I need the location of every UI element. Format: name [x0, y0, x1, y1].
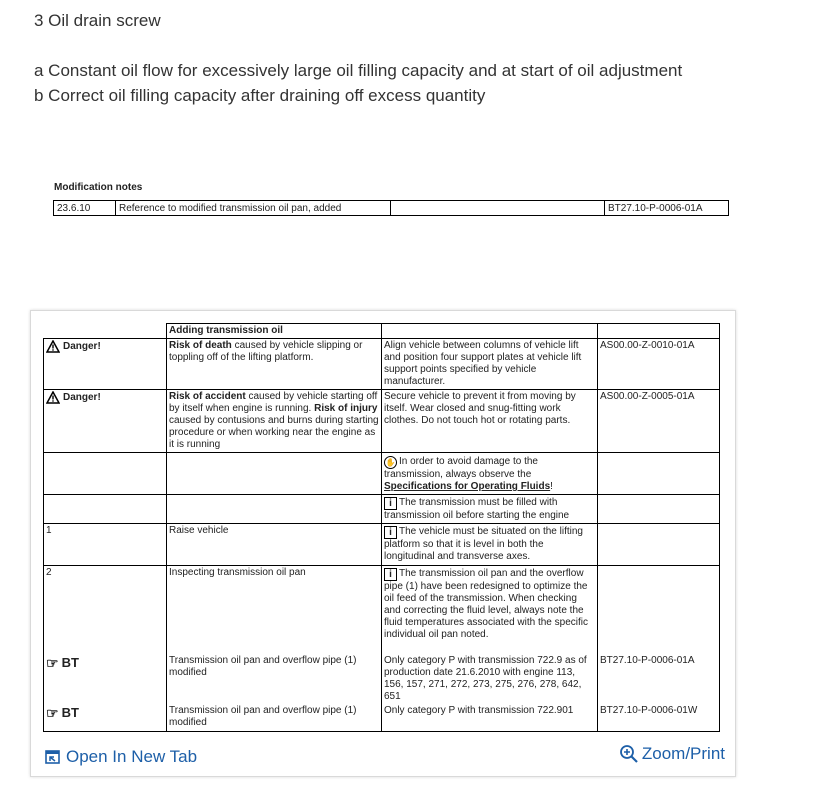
step-number: 2 [44, 566, 167, 654]
open-tab-icon [45, 750, 60, 764]
pointing-hand-icon: ☞ [46, 704, 59, 721]
table-row [54, 201, 729, 216]
document-frame [30, 310, 736, 777]
danger-label: Danger! [46, 391, 164, 404]
bt-link[interactable]: ☞ BT [46, 704, 79, 721]
danger1-ref: AS00.00-Z-0010-01A [598, 339, 720, 390]
mod-ref: BT27.10-P-0006-01A [605, 201, 729, 216]
procedure-header: Adding transmission oil [167, 324, 382, 339]
step2-note: i The transmission oil pan and the overflow pipe (1) have been redesigned to optimize the oil feed of the transmission. When checking and correcting the fluid level, always note the fluid temperatures associated with the specific individual oil pan noted. [382, 566, 598, 654]
pointing-hand-icon: ☞ [46, 654, 59, 671]
danger1-risk: Risk of death caused by vehicle slipping or toppling off of the lifting platform. [167, 339, 382, 390]
bt1-action: Transmission oil pan and overflow pipe (1) modified [167, 654, 382, 704]
info-icon: i [384, 526, 397, 539]
danger2-risk: Risk of accident caused by vehicle starting off by itself when engine is running. Risk of injury caused by contusions and burns during starting procedure or when working near the engine as it is running [167, 390, 382, 453]
procedure-table [43, 323, 720, 732]
modification-notes-title: Modification notes [54, 182, 143, 193]
bt2-note: Only category P with transmission 722.901 [382, 704, 598, 732]
fill-note: i The transmission must be filled with transmission oil before starting the engine [382, 495, 598, 524]
step-number: 1 [44, 524, 167, 566]
caution-circle-icon: ✋ [385, 458, 396, 467]
step-action: Raise vehicle [167, 524, 382, 566]
table-row [44, 390, 720, 453]
table-row [44, 324, 720, 339]
danger-label: Danger! [46, 340, 164, 353]
step1-note: i The vehicle must be situated on the lifting platform so that it is level in both the longitudinal and transverse axes. [382, 524, 598, 566]
mod-text: Reference to modified transmission oil pan, added [116, 201, 391, 216]
mod-empty [391, 201, 605, 216]
legend-item-b: b Correct oil filling capacity after draining off excess quantity [34, 86, 486, 105]
danger2-ref: AS00.00-Z-0005-01A [598, 390, 720, 453]
specifications-link[interactable]: Specifications for Operating Fluids [384, 481, 551, 492]
table-row [44, 339, 720, 390]
figure-legend [34, 8, 794, 108]
modification-notes-table [53, 200, 729, 216]
table-row [44, 453, 720, 495]
table-row [44, 495, 720, 524]
warning-triangle-icon [46, 391, 60, 404]
legend-item-3: 3 Oil drain screw [34, 11, 161, 30]
open-in-new-tab-link[interactable]: Open In New Tab [45, 747, 197, 767]
zoom-print-link[interactable]: Zoom/Print [619, 744, 725, 764]
bt1-ref: BT27.10-P-0006-01A [598, 654, 720, 704]
danger1-measure: Align vehicle between columns of vehicle lift and position four support plates at vehicle lift support points specified by vehicle manufacturer. [382, 339, 598, 390]
magnifier-plus-icon [619, 744, 639, 764]
table-row [44, 704, 720, 732]
danger2-measure: Secure vehicle to prevent it from moving by itself. Wear closed and snug-fitting work clothes. Do not touch hot or rotating parts. [382, 390, 598, 453]
step-action: Inspecting transmission oil pan [167, 566, 382, 654]
table-row [44, 566, 720, 654]
table-row [44, 524, 720, 566]
bt1-note: Only category P with transmission 722.9 as of production date 21.6.2010 with engine 113, 156, 157, 271, 272, 273, 275, 276, 278, 642, 651 [382, 654, 598, 704]
legend-item-a: a Constant oil flow for excessively large oil filling capacity and at start of oil adjustment [34, 61, 683, 80]
bt2-ref: BT27.10-P-0006-01W [598, 704, 720, 732]
warning-triangle-icon [46, 340, 60, 353]
bt2-action: Transmission oil pan and overflow pipe (1) modified [167, 704, 382, 732]
damage-note: ✋ In order to avoid damage to the transmission, always observe the Specifications for Operating Fluids! [382, 453, 598, 495]
info-icon: i [384, 497, 397, 510]
bt-link[interactable]: ☞ BT [46, 654, 79, 671]
info-icon: i [384, 568, 397, 581]
mod-date: 23.6.10 [54, 201, 116, 216]
table-row [44, 654, 720, 704]
